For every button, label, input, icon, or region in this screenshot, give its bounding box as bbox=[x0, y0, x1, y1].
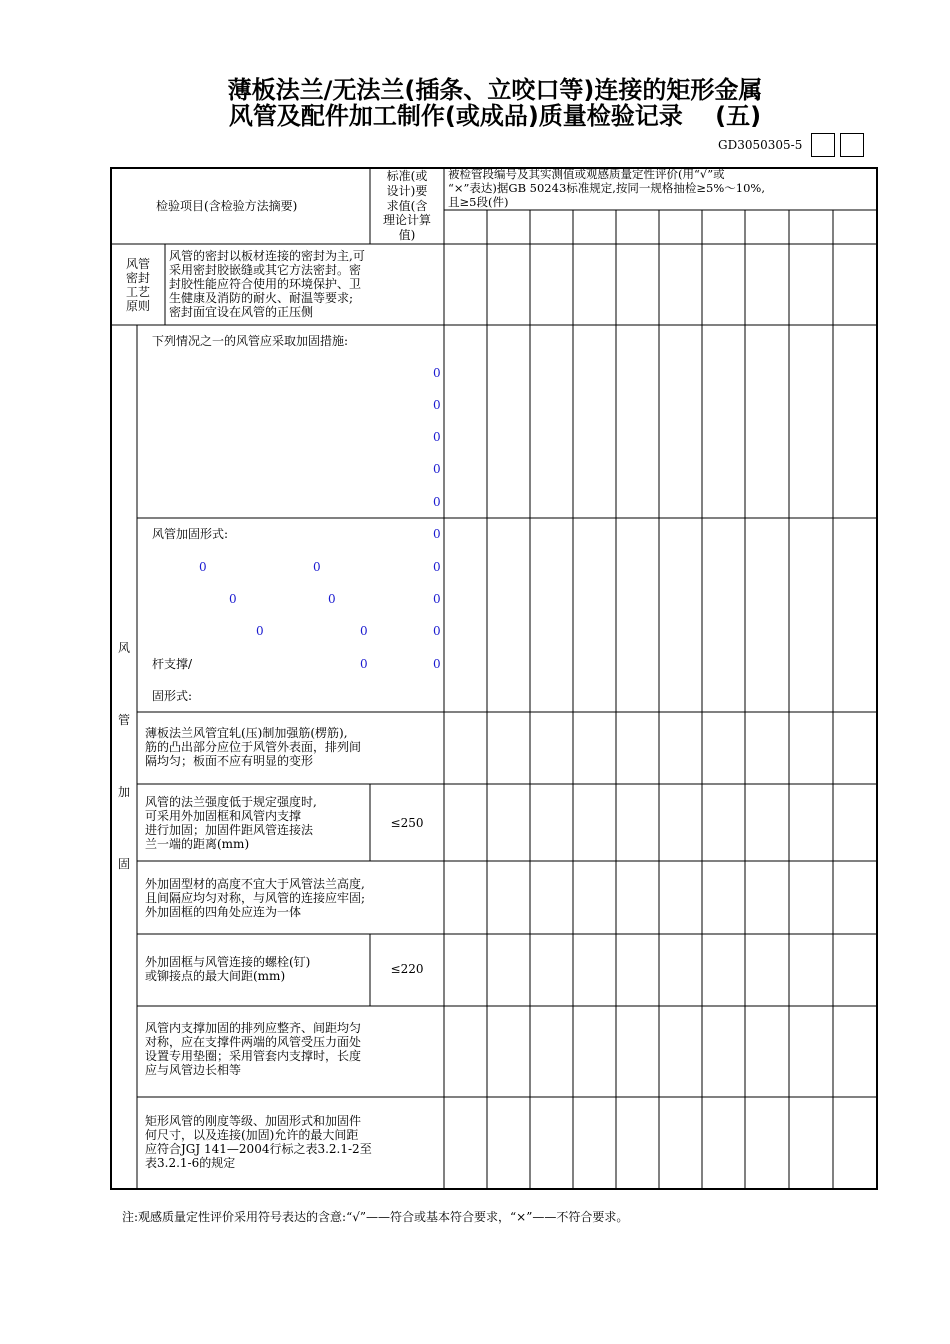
inner-support-3: 设置专用垫圈；采用管套内支撑时，长度 bbox=[145, 1049, 362, 1063]
seal-text-1: 风管的密封以板材连接的密封为主,可 bbox=[169, 249, 365, 263]
forms-value-2: 0 bbox=[199, 560, 207, 574]
header-item: 检验项目(含检验方法摘要) bbox=[156, 199, 298, 213]
outer-frame-3: 外加固框的四角处应连为一体 bbox=[145, 905, 302, 919]
measures-title: 下列情况之一的风管应采取加固措施: bbox=[152, 334, 349, 348]
flange-strength-4: 兰一端的距离(mm) bbox=[145, 837, 250, 851]
thin-flange-3: 隔均匀；板面不应有明显的变形 bbox=[145, 754, 314, 768]
form-title-line2: 风管及配件加工制作(或成品)质量检验记录 (五) bbox=[228, 102, 762, 130]
thin-flange-2: 筋的凸出部分应位于风管外表面，排列间 bbox=[145, 740, 362, 754]
inner-support-1: 风管内支撑加固的排列应整齐、间距均匀 bbox=[145, 1021, 362, 1035]
form-code: GD3050305-5 bbox=[718, 138, 803, 152]
forms-value-5: 0 bbox=[229, 592, 237, 606]
rigidity-3: 应符合JGJ 141—2004行标之表3.2.1-2至 bbox=[145, 1142, 372, 1156]
measures-value-5: 0 bbox=[433, 495, 441, 509]
measures-value-3: 0 bbox=[433, 430, 441, 444]
reinforce-label-1: 风 bbox=[118, 641, 131, 655]
forms-value-11: 0 bbox=[360, 657, 368, 671]
forms-value-3: 0 bbox=[313, 560, 321, 574]
outer-frame-1: 外加固型材的高度不宜大于风管法兰高度, bbox=[145, 877, 365, 891]
header-standard-2: 设计)要 bbox=[386, 184, 428, 198]
forms-tail-2: 固形式: bbox=[152, 689, 193, 703]
measures-value-2: 0 bbox=[433, 398, 441, 412]
forms-value-6: 0 bbox=[328, 592, 336, 606]
form-title-line1: 薄板法兰/无法兰(插条、立咬口等)连接的矩形金属 bbox=[227, 76, 763, 104]
header-measured-3: 且≥5段(件) bbox=[448, 195, 509, 209]
forms-value-4: 0 bbox=[433, 560, 441, 574]
seal-text-2: 采用密封胶嵌缝或其它方法密封。密 bbox=[169, 263, 362, 277]
seal-label-3: 工艺 bbox=[125, 285, 150, 299]
flange-strength-2: 可采用外加固框和风管内支撑 bbox=[145, 809, 302, 823]
flange-strength-std: ≤250 bbox=[390, 816, 424, 830]
thin-flange-1: 薄板法兰风管宜轧(压)制加强筋(楞筋), bbox=[145, 726, 348, 740]
rigidity-1: 矩形风管的刚度等级、加固形式和加固件 bbox=[145, 1114, 362, 1128]
seal-text-5: 密封面宜设在风管的正压侧 bbox=[169, 305, 314, 319]
reinforce-label-2: 管 bbox=[118, 713, 131, 727]
inner-support-2: 对称，应在支撑件两端的风管受压力面处 bbox=[145, 1035, 362, 1049]
header-standard-3: 求值(含 bbox=[386, 199, 428, 213]
seal-text-3: 封胶性能应符合使用的环境保护、卫 bbox=[169, 277, 362, 291]
bolt-spacing-1: 外加固框与风管连接的螺栓(钉) bbox=[145, 955, 311, 969]
header-measured-1: 被检管段编号及其实测值或观感质量定性评价(用“√”或 bbox=[448, 167, 725, 181]
outer-frame-2: 且间隔应均匀对称，与风管的连接应牢固; bbox=[145, 891, 366, 905]
rigidity-2: 何尺寸，以及连接(加固)允许的最大间距 bbox=[145, 1128, 359, 1142]
forms-value-1: 0 bbox=[433, 527, 441, 541]
forms-tail-1: 杆支撑/ bbox=[152, 657, 193, 671]
reinforce-label-3: 加 bbox=[118, 785, 131, 799]
flange-strength-1: 风管的法兰强度低于规定强度时, bbox=[145, 795, 317, 809]
forms-value-8: 0 bbox=[256, 624, 264, 638]
measures-value-1: 0 bbox=[433, 366, 441, 380]
measures-value-4: 0 bbox=[433, 462, 441, 476]
seal-label-1: 风管 bbox=[125, 257, 150, 271]
forms-value-10: 0 bbox=[433, 624, 441, 638]
seal-text-4: 生健康及消防的耐火、耐温等要求; bbox=[169, 291, 354, 305]
forms-value-7: 0 bbox=[433, 592, 441, 606]
header-standard-4: 理论计算 bbox=[382, 213, 431, 227]
bolt-spacing-2: 或铆接点的最大间距(mm) bbox=[145, 969, 286, 983]
bolt-spacing-std: ≤220 bbox=[390, 962, 424, 976]
header-measured-2: “×”表达)据GB 50243标准规定,按同一规格抽检≥5%～10%, bbox=[448, 181, 766, 195]
seal-label-4: 原则 bbox=[125, 299, 150, 313]
forms-title: 风管加固形式: bbox=[152, 527, 229, 541]
forms-value-9: 0 bbox=[360, 624, 368, 638]
header-standard-5: 值) bbox=[398, 228, 416, 242]
flange-strength-3: 进行加固；加固件距风管连接法 bbox=[145, 823, 314, 837]
reinforce-label-4: 固 bbox=[118, 857, 131, 871]
forms-value-12: 0 bbox=[433, 657, 441, 671]
header-standard-1: 标准(或 bbox=[386, 169, 428, 183]
rigidity-4: 表3.2.1-6的规定 bbox=[145, 1156, 236, 1170]
seal-label-2: 密封 bbox=[125, 271, 150, 285]
footnote: 注:观感质量定性评价采用符号表达的含意:“√”——符合或基本符合要求，“×”——不符合要求。 bbox=[122, 1210, 629, 1224]
inner-support-4: 应与风管边长相等 bbox=[145, 1063, 242, 1077]
